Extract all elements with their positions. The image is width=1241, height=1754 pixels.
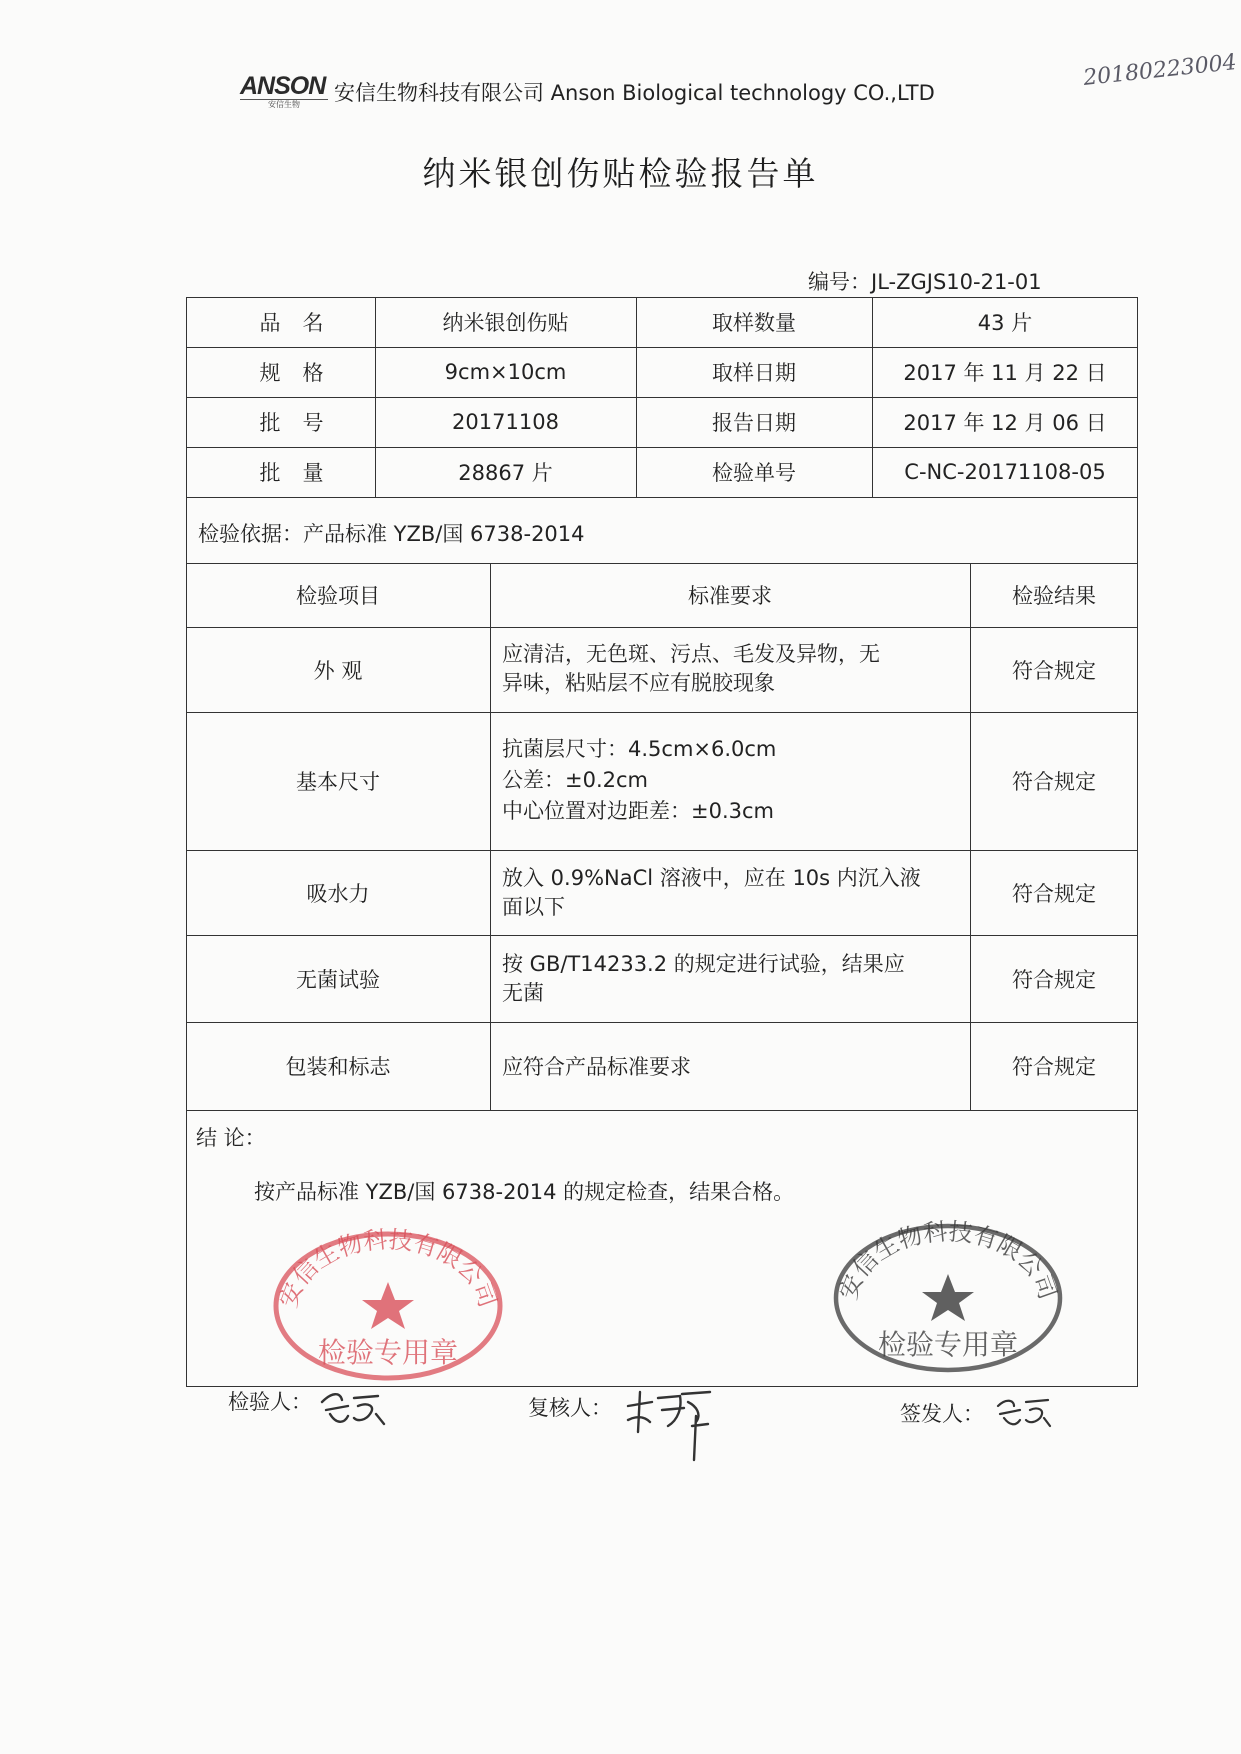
requirement-line: 放入 0.9%NaCl 溶液中，应在 10s 内沉入液 xyxy=(502,866,921,890)
star-icon xyxy=(362,1282,414,1329)
col-header-requirement: 标准要求 xyxy=(688,584,772,608)
red-inspection-stamp xyxy=(268,1222,508,1382)
info-value-inspection-no: C-NC-20171108-05 xyxy=(904,460,1106,484)
info-label-report-date: 报告日期 xyxy=(712,411,796,435)
star-icon xyxy=(922,1274,974,1321)
inspector-label: 检验人： xyxy=(228,1390,312,1414)
requirement-line: 公差：±0.2cm xyxy=(502,768,648,792)
requirement-line: 按 GB/T14233.2 的规定进行试验，结果应 xyxy=(502,952,905,976)
document-number: 编号：JL-ZGJS10-21-01 xyxy=(808,270,1042,294)
col-header-item: 检验项目 xyxy=(296,584,380,608)
requirement-line: 抗菌层尺寸：4.5cm×6.0cm xyxy=(502,737,777,761)
issuer-label: 签发人： xyxy=(900,1402,984,1426)
info-value-batch-qty: 28867 片 xyxy=(458,461,553,485)
info-label-batch-qty: 批量 xyxy=(259,461,346,485)
test-item-absorbency: 吸水力 xyxy=(306,881,370,906)
test-result-absorbency: 符合规定 xyxy=(1012,881,1096,906)
table-rule xyxy=(490,563,491,1110)
test-requirement-sterility xyxy=(502,950,962,1008)
test-requirement-appearance xyxy=(502,640,962,698)
letterhead xyxy=(240,72,935,112)
table-rule xyxy=(186,1110,1138,1111)
reviewer-signature xyxy=(622,1386,714,1464)
stamp-arc-text: 安信生物科技有限公司 xyxy=(834,1217,1062,1304)
info-value-sample-date: 2017 年 11 月 22 日 xyxy=(903,361,1107,385)
test-item-dimensions: 基本尺寸 xyxy=(296,770,380,794)
stamp-arc-text: 安信生物科技有限公司 xyxy=(274,1225,502,1312)
test-result-dimensions: 符合规定 xyxy=(1012,770,1096,794)
report-title: 纳米银创伤贴检验报告单 xyxy=(422,154,819,193)
inspector-signature xyxy=(318,1384,388,1430)
test-result-sterility: 符合规定 xyxy=(1012,967,1096,992)
black-inspection-stamp xyxy=(828,1214,1068,1374)
issuer-signature xyxy=(994,1392,1054,1432)
info-value-sample-qty: 43 片 xyxy=(977,311,1033,335)
test-item-appearance: 外 观 xyxy=(313,658,363,683)
requirement-line: 无菌 xyxy=(502,981,544,1005)
test-result-packaging: 符合规定 xyxy=(1012,1055,1096,1079)
test-requirement-dimensions xyxy=(502,734,962,827)
info-label-spec: 规格 xyxy=(259,361,346,385)
logo-subtitle: 安信生物 xyxy=(240,99,328,110)
requirement-line: 面以下 xyxy=(502,895,565,919)
info-label-batch-no: 批号 xyxy=(259,411,346,435)
company-name: 安信生物科技有限公司 Anson Biological technology CO.,LTD xyxy=(334,81,935,105)
info-label-inspection-no: 检验单号 xyxy=(712,461,796,485)
conclusion-text: 按产品标准 YZB/国 6738-2014 的规定检查，结果合格。 xyxy=(254,1180,795,1204)
reviewer-label: 复核人： xyxy=(528,1396,612,1420)
info-label-sample-qty: 取样数量 xyxy=(712,311,796,335)
requirement-line: 应清洁，无色斑、污点、毛发及异物，无 xyxy=(502,642,880,666)
requirement-line: 应符合产品标准要求 xyxy=(502,1055,691,1079)
requirement-line: 中心位置对边距差：±0.3cm xyxy=(502,799,774,823)
requirement-line: 异味，粘贴层不应有脱胶现象 xyxy=(502,671,775,695)
stamp-center-text: 检验专用章 xyxy=(877,1328,1019,1361)
test-result-appearance: 符合规定 xyxy=(1012,658,1096,683)
test-requirement-packaging xyxy=(502,1022,962,1110)
test-requirement-absorbency xyxy=(502,864,962,922)
info-label-sample-date: 取样日期 xyxy=(712,361,796,385)
col-header-result: 检验结果 xyxy=(1012,584,1096,608)
info-value-batch-no: 20171108 xyxy=(452,410,559,434)
company-logo xyxy=(240,74,330,110)
table-rule xyxy=(186,497,1138,498)
test-item-packaging: 包装和标志 xyxy=(285,1055,391,1079)
stamp-center-text: 检验专用章 xyxy=(317,1336,459,1369)
conclusion-label: 结 论： xyxy=(196,1126,266,1150)
inspection-basis: 检验依据：产品标准 YZB/国 6738-2014 xyxy=(198,522,585,546)
handwritten-reference-number: 20180223004 xyxy=(1082,50,1238,91)
info-label-name: 品名 xyxy=(259,311,346,335)
info-value-spec: 9cm×10cm xyxy=(444,360,567,384)
info-value-report-date: 2017 年 12 月 06 日 xyxy=(903,411,1107,435)
test-item-sterility: 无菌试验 xyxy=(296,967,380,992)
logo-wordmark: ANSON xyxy=(240,72,326,100)
info-value-name: 纳米银创伤贴 xyxy=(442,311,569,335)
